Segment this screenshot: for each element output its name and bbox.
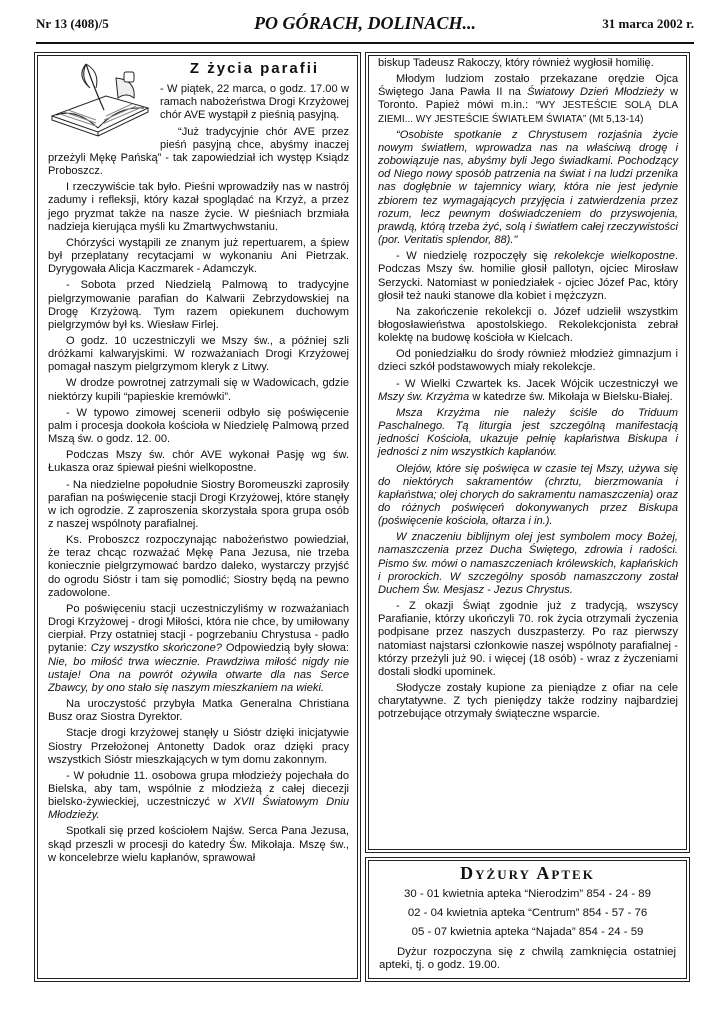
paragraph: biskup Tadeusz Rakoczy, który również wygłosił homilię. — [378, 57, 654, 69]
text: Odpowiedzią były słowa: — [221, 642, 350, 655]
italic-text: Czy wszystko skończone? — [90, 642, 222, 655]
paragraph: W drodze powrotnej zatrzymali się w Wadowicach, gdzie niektórzy kupili “papieskie kremówki”. — [48, 377, 349, 403]
pharmacy-title: Dyżury Aptek — [460, 863, 595, 883]
paragraph: “Już tradycyjnie chór AVE przez pieśń pasyjną chce, abyśmy inaczej przeżyli Mękę Pańską” - tak zapowiedział ich występ Ksiądz Proboszcz. — [48, 125, 349, 178]
pharmacy-row: 05 - 07 kwietnia apteka “Najada” 854 - 24 - 59 — [411, 926, 644, 939]
quote-text: “WY JESTEŚCIE SOLĄ DLA ZIEMI... WY JESTEŚCIE ŚWIATŁEM ŚWIATA” (Mt 5,13-14) — [378, 100, 679, 125]
parish-news-continuation-box — [368, 55, 687, 850]
paragraph: Msza Krzyżma nie należy ściśle do Triduum Paschalnego. Tą liturgia jest szczególną manifestacją jedności Kościoła, ukazuje pełnię kapłaństwa Biskupa i jedności z nim wszystkich kapłanów. — [378, 406, 678, 459]
paragraph: - Sobota przed Niedzielą Palmową to tradycyjne pielgrzymowanie parafian do Kalwarii Zebrzydowskiej na Drogę Krzyżową. Tym razem opiekunem duchowym pielgrzymów był ks. Wiesław Firlej. — [48, 279, 349, 331]
pharmacy-row: 02 - 04 kwietnia apteka “Centrum” 854 - 57 - 76 — [407, 907, 648, 920]
paragraph: W znaczeniu biblijnym olej jest symbolem mocy Bożej, namaszczenia przez Ducha Świętego, zdrowia i radości. Pismo św. mówi o namaszczeniach królewskich, kapłańskich i prorockich. W szczególny sposób namaszczony został Duchem Św. Mesjasz - Jezus Chrystus. — [378, 531, 678, 596]
text: w katedrze św. Mikołaja w Bielsku-Białej. — [469, 390, 673, 403]
paragraph — [48, 770, 349, 823]
pharmacy-row: 30 - 01 kwietnia apteka “Nierodzim” 854 - 24 - 89 — [404, 888, 651, 901]
paragraph: - Z okazji Świąt zgodnie już z tradycją, wszyscy Parafianie, którzy ukończyli 70. rok życia otrzymali życzenia podpisane przez naszych duszpasterzy. Po raz pierwszy natomiast najstarsi członkowie naszej wspólnoty parafialnej - którzy przeżyli już 90. i więcej (18 osób) - wraz z życzeniami dostali słodki upominek. — [378, 600, 678, 678]
paragraph: I rzeczywiście tak było. Pieśni wprowadziły nas w nastrój zadumy i refleksji, który kazał spoglądać na Krzyż, a przez jego pryzmat także na nasze życie. W pieśniach brzmiała nadzieja kierująca myśli ku Zmartwychwstaniu. — [48, 181, 349, 233]
parish-news-column — [48, 62, 349, 865]
text: Młodym ludziom zostało przekazane orędzie Ojca Świętego Jana Pawła II na — [378, 73, 678, 99]
open-book-and-quill-icon — [46, 58, 154, 148]
italic-text: rekolekcje wielkopostne — [554, 250, 675, 263]
italic-text: Nie, bo miłość trwa wiecznie. Prawdziwa miłość nigdy nie ustaje! Ona na powrót ożywiła otwarte dla nas Serce Zbawcy, by ono stało się naszym mieszkaniem na wieki. — [48, 655, 349, 694]
paragraph: - W typowo zimowej scenerii odbyło się poświęcenie palm i procesja dookoła kościoła w Niedzielę Palmową przed Mszą św. o godz. 12. 00. — [48, 406, 349, 446]
paragraph: O godz. 10 uczestniczyli we Mszy św., a później szli dróżkami kalwaryjskimi. W rozważaniach Drogi Krzyżowej pomagał naszym pielgrzymom kleryk z Litwy. — [48, 334, 349, 374]
paragraph: Słodycze zostały kupione za pieniądze z ofiar na cele charytatywne. Z tych pieniędzy także rodziny najbardziej potrzebujące otrzymały świąteczne wsparcie. — [378, 682, 678, 721]
paragraph: Spotkali się przed kościołem Najśw. Serca Pana Jezusa, skąd przeszli w procesji do katedry Św. Mikołaja. Mszę św., w koncelebrze wielu kapłanów, sprawował — [48, 825, 349, 864]
pharmacy-duty-box — [368, 860, 687, 979]
paragraph: Podczas Mszy św. chór AVE wykonał Pasję wg św. Łukasza oraz śpiewał pieśni wielkopostne. — [48, 449, 349, 475]
section-title: Z życia parafii — [189, 60, 320, 77]
header-rule — [36, 42, 694, 44]
text: w Toronto. Papież mówi m.in.: — [378, 86, 678, 112]
paragraph — [378, 378, 678, 404]
paragraph — [48, 603, 349, 695]
paragraph: “Osobiste spotkanie z Chrystusem rozjaśnia życie nowym światłem, wprowadza nas na właściwą drogę i zobowiązuje nas, abyśmy byli Jego świadkami. Pochodzący od Niego nowy sposób patrzenia na świat i na ludzi przenika nas dogłębnie w tajemnicy wiary, która nie jest jedynie zbiorem tez wymagających przyjęcia i zatwierdzenia przez rozum, lecz pewnym doświadczeniem do przyswojenia, prawdą, którą trzeba żyć, solą i światłem całej rzeczywistości (por. Veritatis splendor, 88)." — [378, 128, 678, 247]
paragraph: - W piątek, 22 marca, o godz. 17.00 w ramach nabożeństwa Drogi Krzyżowej chór AVE wystąpił z pieśnią pasyjną. — [160, 83, 349, 122]
pharmacy-note: Dyżur rozpoczyna się z chwilą zamknięcia ostatniej apteki, tj. o godz. 19.00. — [379, 945, 676, 971]
paragraph — [378, 250, 678, 303]
paragraph: Na uroczystość przybyła Matka Generalna Christiana Busz oraz Siostra Dyrektor. — [48, 698, 349, 724]
newspaper-title: PO GÓRACH, DOLINACH... — [253, 13, 477, 33]
paragraph: Ks. Proboszcz rozpoczynając nabożeństwo powiedział, że teraz chcąc rozważać Mękę Pana Jezusa, nie trzeba koniecznie pielgrzymować bardzo daleko, wystarczy przyjść do ogrodu Sióstr i tam się pomodlić; Siostry będą na pewno zadowolone. — [48, 534, 349, 599]
page-header — [36, 10, 694, 44]
paragraph: Stacje drogi krzyżowej stanęły u Sióstr dzięki inicjatywie Siostry Przełożonej Antonetty Dadok oraz dzięki pracy wszystkich Sióstr mieszkających w tym domu zakonnym. — [48, 727, 349, 766]
issue-number: Nr 13 (408)/5 — [36, 16, 109, 31]
pharmacy-duty-content — [379, 863, 676, 972]
paragraph: Chórzyści wystąpili ze znanym już repertuarem, a śpiew był przeplatany recytacjami w wykonaniu Ani Pietrzak. Dyrygowała Alicja Kaczmarek - Adamczyk. — [48, 236, 349, 276]
text: - W południe 11. osobowa grupa młodzieży pojechała do Bielska, aby tam, wspólnie z młodzieżą z całej diecezji bielsko-żywieckiej, uczestniczyć w — [48, 769, 349, 809]
paragraph: Na zakończenie rekolekcji o. Józef udzielił wszystkim błogosławieństwa apostolskiego. Rekolekcjonista zebrał kolektę na budowę kościoła w Kielcach. — [378, 305, 678, 345]
parish-news-box — [37, 55, 358, 979]
italic-text: XVII Światowym Dniu Młodzieży. — [48, 796, 349, 822]
italic-text: Światowy Dzień Młodzieży — [527, 86, 664, 99]
continuation-column — [378, 57, 678, 722]
text: - W niedzielę rozpoczęły się — [396, 250, 555, 263]
text: . Podczas Mszy św. homilie głosił pallotyn, ojciec Mirosław Serzycki. Natomiast w poniedziałek - ojciec Józef Pac, który głosił też nauki stanowe dla kobiet i mężczyzn. — [378, 250, 679, 302]
text: - W Wielki Czwartek ks. Jacek Wójcik uczestniczył we — [396, 377, 678, 390]
text: Po poświęceniu stacji uczestniczyliśmy w rozważaniach Drogi Krzyżowej - drogi Miłości, która nie chce, by umiłowany cierpiał. Przy ostatniej stacji - pogrzebaniu Chrystusa - padło pytanie: — [48, 602, 349, 655]
paragraph: - Na niedzielne popołudnie Siostry Boromeuszki zaprosiły parafian na poświęcenie stacji Drogi Krzyżowej, które stanęły w ich ogrodzie. Z zaproszenia skorzystała spora grupa osób z naszej wspólnoty parafialnej. — [48, 478, 349, 530]
italic-text: Mszy św. Krzyżma — [378, 390, 470, 403]
paragraph — [378, 73, 678, 126]
issue-date: 31 marca 2002 r. — [602, 16, 694, 31]
paragraph: Olejów, które się poświęca w czasie tej Mszy, używa się do niektórych sakramentów (chrztu, bierzmowania i kapłaństwa; olej chorych do sakramentu namaszczenia) oraz do różnych poświęceń dokonywanych przez Biskupa (poświęcenie kościoła, ołtarza i in.). — [378, 462, 678, 528]
paragraph: Od poniedziałku do środy również młodzież gimnazjum i dzieci szkół podstawowych miały rekolekcje. — [378, 348, 678, 374]
